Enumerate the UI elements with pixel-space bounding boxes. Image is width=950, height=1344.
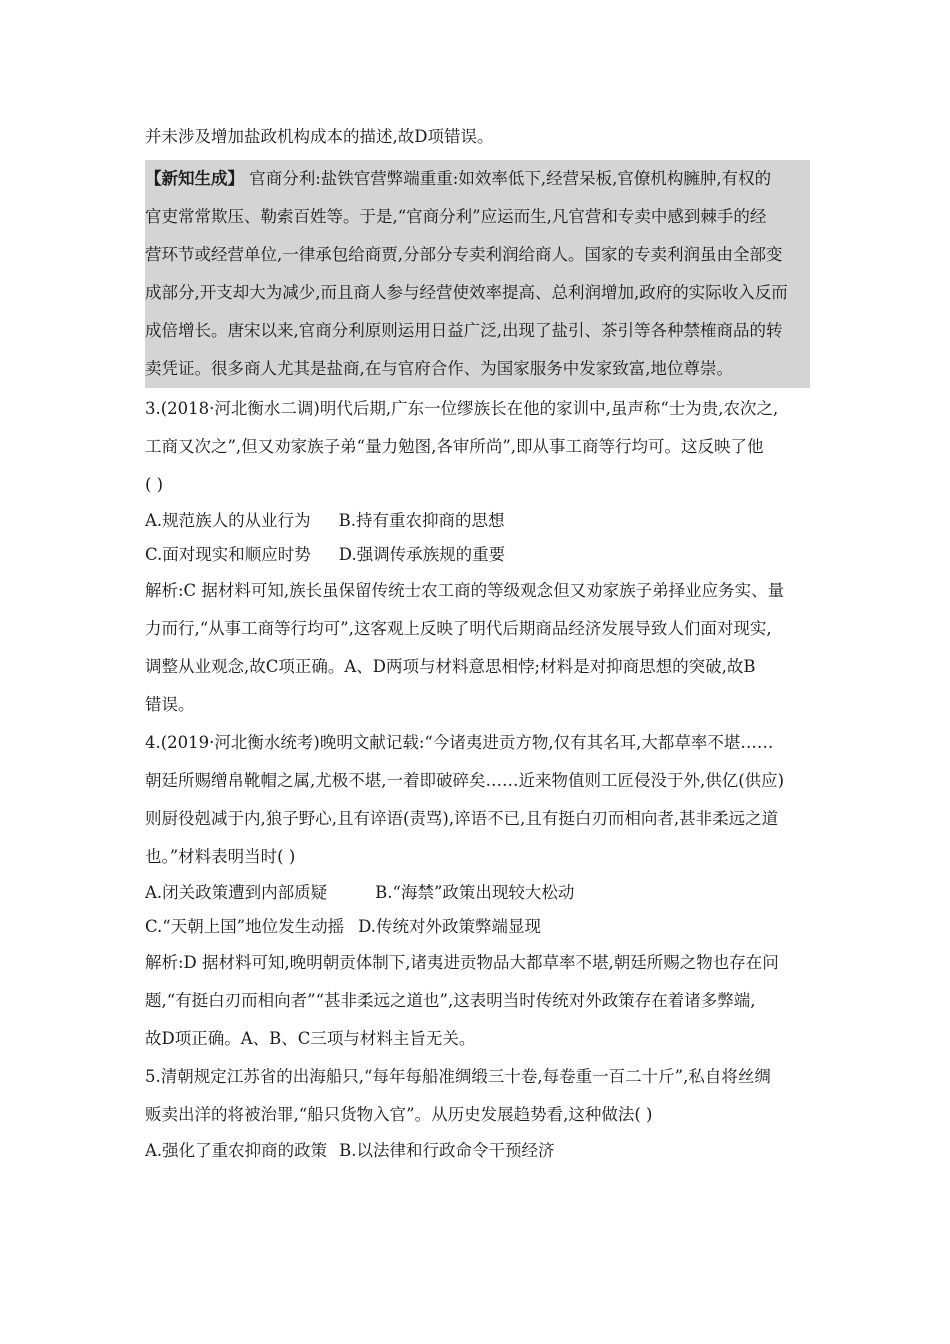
options-row <box>145 538 810 572</box>
question-stem-line: 朝廷所赐缯帛靴帽之属,尤极不堪,一着即破碎矣……近来物值则工匠侵没于外,供亿(供应) <box>145 771 785 790</box>
question-stem-line: 也。”材料表明当时( ) <box>145 847 296 866</box>
analysis-line: 错误。 <box>145 695 195 714</box>
question-stem-line: 工商又次之”,但又劝家族子弟“量力勉图,各审所尚”,即从事工商等行均可。这反映了他 <box>145 437 764 456</box>
options-row <box>145 910 810 944</box>
option-a: A.强化了重农抑商的政策 <box>145 1141 328 1160</box>
analysis-line: 故D项正确。A、B、C三项与材料主旨无关。 <box>145 1029 476 1048</box>
options-row <box>145 1134 810 1168</box>
question-3 <box>145 390 810 724</box>
knowledge-tag: 【新知生成】 <box>145 169 244 188</box>
knowledge-line <box>145 160 810 198</box>
analysis-line: 题,“有挺白刃而相向者”“甚非柔远之道也”,这表明当时传统对外政策存在着诸多弊端, <box>145 991 756 1010</box>
question-stem-line: 贩卖出洋的将被治罪,“船只货物入官”。从历史发展趋势看,这种做法( ) <box>145 1105 653 1124</box>
intro-line: 并未涉及增加盐政机构成本的描述,故D项错误。 <box>145 127 494 146</box>
option-a: A.闭关政策遭到内部质疑 <box>145 883 328 902</box>
option-a: A.规范族人的从业行为 <box>145 511 311 530</box>
knowledge-line-text: 官商分利:盐铁官营弊端重重:如效率低下,经营呆板,官僚机构臃肿,有权的 <box>244 169 772 188</box>
question-stem-line: 3.(2018·河北衡水二调)明代后期,广东一位缪族长在他的家训中,虽声称“士为贵,农次之, <box>145 399 779 418</box>
option-c: C.“天朝上国”地位发生动摇 <box>145 917 345 936</box>
question-stem-line: 4.(2019·河北衡水统考)晚明文献记载:“今诸夷进贡方物,仅有其名耳,大都草率不堪…… <box>145 733 774 752</box>
knowledge-line: 营环节或经营单位,一律承包给商贾,分部分专卖利润给商人。国家的专卖利润虽由全部变 <box>145 245 783 264</box>
document-page <box>145 118 810 1168</box>
options-row <box>145 504 810 538</box>
analysis-line: 调整从业观念,故C项正确。A、D两项与材料意思相悖;材料是对抑商思想的突破,故B <box>145 657 756 676</box>
option-d: D.传统对外政策弊端显现 <box>358 917 542 936</box>
question-stem-line: 5.清朝规定江苏省的出海船只,“每年每船准绸缎三十卷,每卷重一百二十斤”,私自将丝绸 <box>145 1067 771 1086</box>
question-stem-line: 则厨役剋减于内,狼子野心,且有谇语(责骂),谇语不已,且有挺白刃而相向者,甚非柔远之道 <box>145 809 779 828</box>
option-c: C.面对现实和顺应时势 <box>145 545 311 564</box>
knowledge-line: 成部分,开支却大为减少,而且商人参与经营使效率提高、总利润增加,政府的实际收入反而 <box>145 283 788 302</box>
knowledge-line: 卖凭证。很多商人尤其是盐商,在与官府合作、为国家服务中发家致富,地位尊崇。 <box>145 359 733 378</box>
question-stem-line: ( ) <box>145 475 164 494</box>
option-b: B.以法律和行政命令干预经济 <box>339 1141 555 1160</box>
analysis-line: 解析:D 据材料可知,晚明朝贡体制下,诸夷进贡物品大都草率不堪,朝廷所赐之物也存在问 <box>145 953 779 972</box>
question-5 <box>145 1058 810 1168</box>
knowledge-line: 成倍增长。唐宋以来,官商分利原则运用日益广泛,出现了盐引、茶引等各种禁榷商品的转 <box>145 321 783 340</box>
knowledge-line: 官吏常常欺压、勒索百姓等。于是,“官商分利”应运而生,凡官营和专卖中感到棘手的经 <box>145 207 767 226</box>
analysis-line: 解析:C 据材料可知,族长虽保留传统士农工商的等级观念但又劝家族子弟择业应务实、量 <box>145 581 785 600</box>
option-b: B.持有重农抑商的思想 <box>338 511 505 530</box>
question-4 <box>145 724 810 1058</box>
option-d: D.强调传承族规的重要 <box>338 545 506 564</box>
options-row <box>145 876 810 910</box>
knowledge-box <box>145 160 810 388</box>
option-b: B.“海禁”政策出现较大松动 <box>375 883 575 902</box>
analysis-line: 力而行,“从事工商等行均可”,这客观上反映了明代后期商品经济发展导致人们面对现实, <box>145 619 772 638</box>
